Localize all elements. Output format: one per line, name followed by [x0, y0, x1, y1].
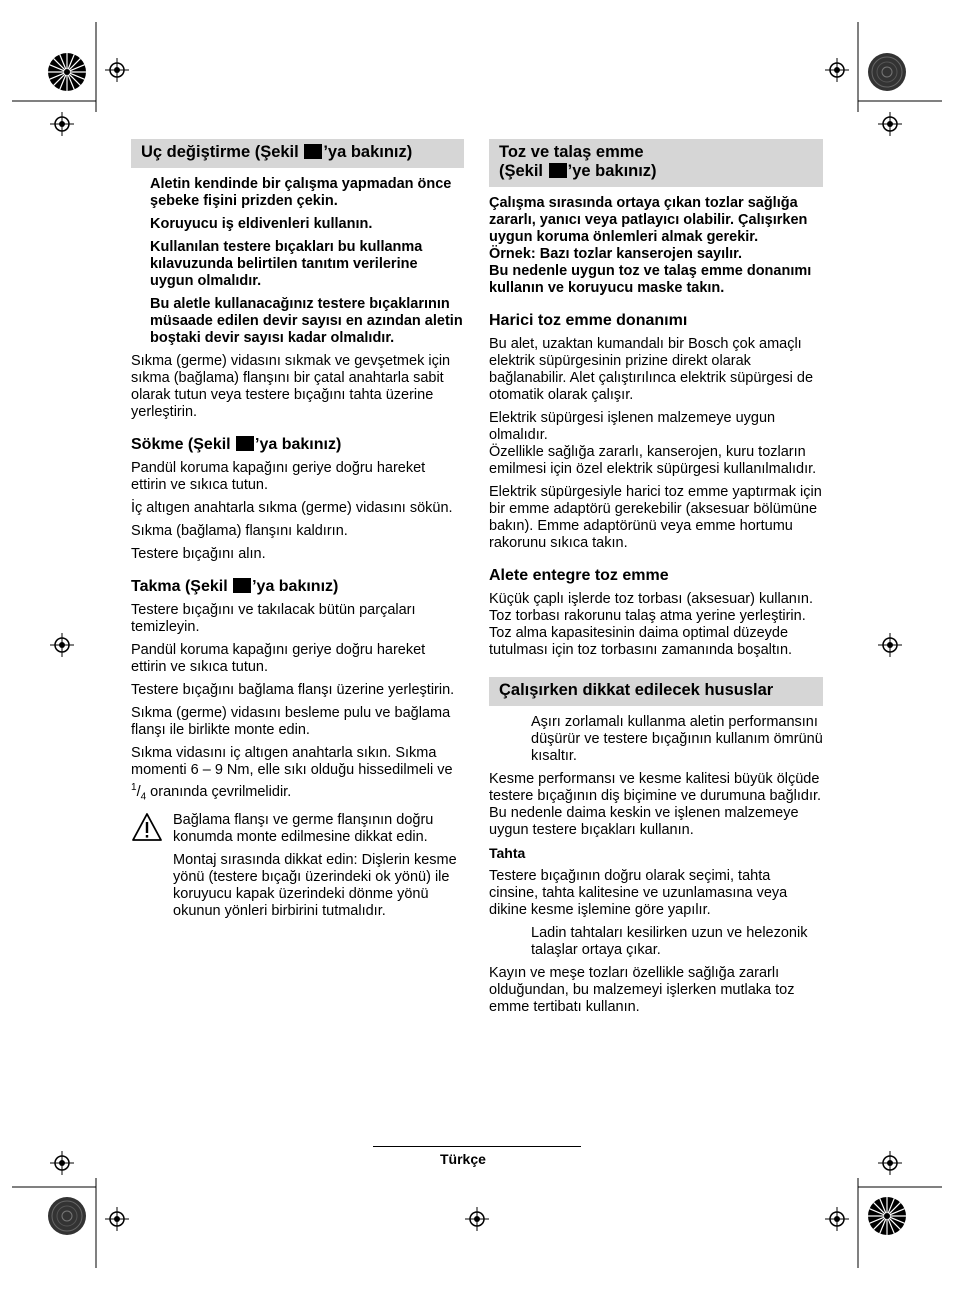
- safety-note-unplug: Aletin kendinde bir çalışma yapmadan önce şebeke fişini prizden çekin.: [150, 176, 452, 209]
- paragraph-wood-2: Ladin tahtaları kesilirken uzun ve helezonik talaşlar ortaya çıkar.: [531, 925, 808, 958]
- paragraph-removal-1: Pandül koruma kapağını geriye doğru hareket ettirin ve sıkıca tutun.: [131, 460, 426, 493]
- section-header-working-tips: Çalışırken dikkat edilecek hususlar: [489, 677, 823, 706]
- paragraph-install-4: Sıkma (germe) vidasını besleme pulu ve bağlama flanşı ile birlikte monte edin.: [131, 705, 451, 738]
- heading-wood: Tahta: [489, 845, 526, 861]
- warning-rotation-direction: Montaj sırasında dikkat edin: Dişlerin kesme yönü (testere bıçağı üzerindeki ok yönü) ile koruyucu kapak üzerindeki dönme yönü okunun yönleri birbirini tutmalıdır.: [173, 851, 457, 919]
- heading-external-dust: Harici toz emme donanımı: [489, 312, 688, 329]
- paragraph-external-3: Özellikle sağlığa zararlı, kanserojen, kuru tozların emilmesi için özel elektrik süpürgesi kullanılmalıdır.: [489, 444, 817, 477]
- heading-installation: Takma (Şekil ’ya bakınız): [131, 578, 339, 595]
- paragraph-removal-2: İç altıgen anahtarla sıkma (germe) vidasını sökün.: [131, 500, 453, 516]
- paragraph-install-2: Pandül koruma kapağını geriye doğru hareket ettirin ve sıkıca tutun.: [131, 642, 426, 675]
- paragraph-install-5: Sıkma vidasını iç altıgen anahtarla sıkın. Sıkma momenti 6 – 9 Nm, elle sıkı olduğu hissedilmeli ve $^1/_4$ oranında çevrilmelidir.: [131, 745, 453, 803]
- paragraph-overload: Aşırı zorlamalı kullanma aletin performansını düşürür ve testere bıçağının kullanım ömrünü kısaltır.: [531, 714, 823, 764]
- heading-removal: Sökme (Şekil ’ya bakınız): [131, 436, 342, 453]
- safety-note-blade-specs: Kullanılan testere bıçakları bu kullanma kılavuzunda belirtilen tanıtım verilerine uygun olmalıdır.: [150, 239, 423, 289]
- safety-note-blade-speed: Bu aletle kullanacağınız testere bıçaklarının müsaade edilen devir sayısı en azından aletin boştaki devir sayısı kadar olmalıdır.: [150, 296, 463, 346]
- paragraph-install-3: Testere bıçağını bağlama flanşı üzerine yerleştirin.: [131, 682, 455, 698]
- footer-language: Türkçe: [440, 1151, 486, 1167]
- heading-integrated-dust: Alete entegre toz emme: [489, 567, 669, 584]
- paragraph-removal-3: Sıkma (bağlama) flanşını kaldırın.: [131, 523, 348, 539]
- paragraph-removal-4: Testere bıçağını alın.: [131, 546, 266, 562]
- paragraph-external-4: Elektrik süpürgesiyle harici toz emme yaptırmak için bir emme adaptörü gerekebilir (aksesuar bölümüne bakın). Emme adaptörünü veya emme hortumu rakorunu sıkıca takın.: [489, 484, 822, 551]
- safety-note-gloves: Koruyucu iş eldivenleri kullanın.: [150, 216, 373, 232]
- dust-warning-2: Örnek: Bazı tozlar kanserojen sayılır.: [489, 246, 743, 262]
- paragraph-install-1: Testere bıçağını ve takılacak bütün parçaları temizleyin.: [131, 602, 416, 635]
- dust-warning-1: Çalışma sırasında ortaya çıkan tozlar sağlığa zararlı, yanıcı veya patlayıcı olabilir. Çalışırken uygun koruma önlemleri almak gerekir.: [489, 195, 808, 245]
- warning-flange-position: Bağlama flanşı ve germe flanşının doğru konumda monte edilmesine dikkat edin.: [173, 811, 434, 845]
- paragraph-cut-quality: Kesme performansı ve kesme kalitesi büyük ölçüde testere bıçağının diş biçimine ve durumuna bağlıdır. Bu nedenle daima keskin ve işlenen malzemeye uygun testere bıçakları kullanın.: [489, 771, 822, 838]
- paragraph-wood-1: Testere bıçağının doğru olarak seçimi, tahta cinsine, tahta kalitesine ve uzunlamasına veya dikine kesme işlemine göre yapılır.: [489, 868, 788, 918]
- paragraph-clamping: Sıkma (germe) vidasını sıkmak ve gevşetmek için sıkma (bağlama) flanşını bir çatal anahtarla sabit olarak tutun veya testere bıçağını tahta üzerine yerleştirin.: [131, 353, 451, 420]
- paragraph-integrated-1: Küçük çaplı işlerde toz torbası (aksesuar) kullanın. Toz torbası rakorunu talaş atma yerine yerleştirin. Toz alma kapasitesinin daima optimal düzeyde tutulması için toz torbasını zamanında boşaltın.: [489, 591, 813, 658]
- paragraph-wood-3: Kayın ve meşe tozları özellikle sağlığa zararlı olduğundan, bu malzemeyi işlerken mutlaka toz emme tertibatı kullanın.: [489, 965, 795, 1015]
- section-header-dust-extraction: Toz ve talaş emme (Şekil ’ye bakınız): [489, 139, 823, 187]
- paragraph-external-1: Bu alet, uzaktan kumandalı bir Bosch çok amaçlı elektrik süpürgesinin prizine direkt olarak bağlanabilir. Alet çalıştırılınca elektrik süpürgesi de otomatik olarak çalışır.: [489, 336, 814, 403]
- paragraph-external-2: Elektrik süpürgesi işlenen malzemeye uygun olmalıdır.: [489, 410, 776, 443]
- dust-warning-3: Bu nedenle uygun toz ve talaş emme donanımı kullanın ve koruyucu maske takın.: [489, 263, 812, 296]
- section-header-blade-change: Uç değiştirme (Şekil ’ya bakınız): [131, 139, 464, 168]
